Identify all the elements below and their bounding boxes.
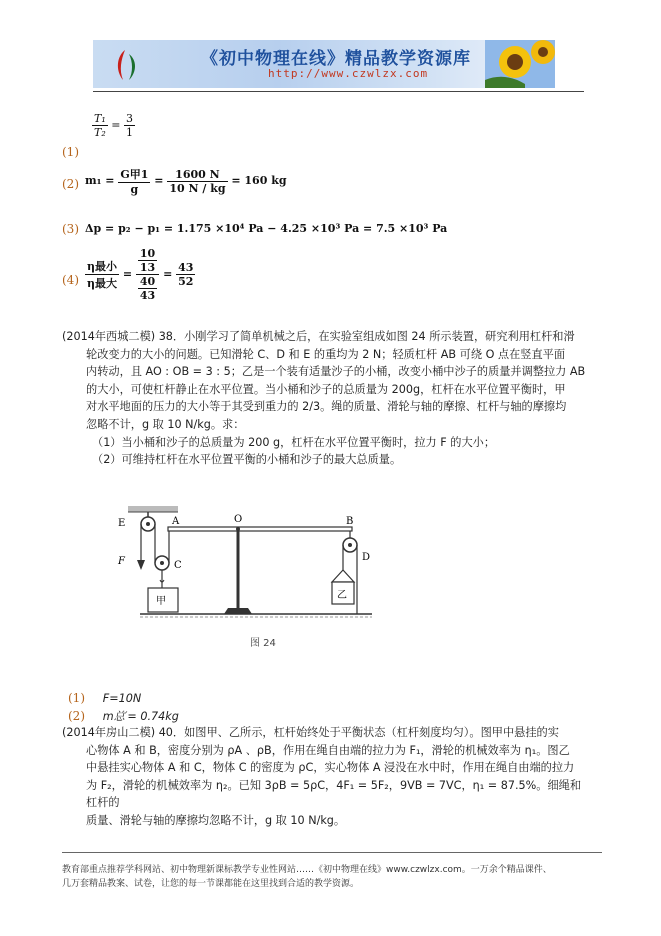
problem-line: 轮改变力的大小的问题。已知滑轮 C、D 和 E 的重均为 2 N；轻质杠杆 AB 可绕 O 点在竖直平面 bbox=[86, 347, 566, 361]
label-yi: 乙 bbox=[337, 590, 347, 601]
problem-line: 对水平地面的压力的大小等于其受到重力的 2/3。绳的质量、滑轮与轴的摩擦、杠杆与轴的摩擦均 bbox=[86, 400, 567, 414]
formula-mass: m₁ = $\frac{\text{G甲1}}{g}$ = $\frac{1600 N}{10 N / kg}$ = 160 kg bbox=[85, 167, 287, 196]
label-c: C bbox=[174, 560, 182, 571]
force-arrow bbox=[137, 560, 145, 570]
label-d: D bbox=[362, 552, 371, 563]
logo-icon bbox=[111, 48, 141, 82]
problem-line: 质量、滑轮与轴的摩擦均忽略不计，g 取 10 N/kg。 bbox=[86, 813, 346, 827]
problem-line: 为 F₂，滑轮的机械效率为 η₂。已知 3ρB = 5ρC，4F₁ = 5F₂，9VB = 7VC，η₁ = 87.5%。细绳和杠杆的 bbox=[86, 778, 582, 810]
question-2: （2）可维持杠杆在水平位置平衡的小桶和沙子的最大总质量。 bbox=[92, 453, 402, 467]
question-1: （1）当小桶和沙子的总质量为 200 g，杠杆在水平位置平衡时，拉力 F 的大小； bbox=[92, 435, 496, 449]
label-e: E bbox=[118, 518, 126, 529]
label-o: O bbox=[234, 514, 243, 525]
figure-caption: 图 24 bbox=[250, 638, 276, 649]
lever-ab bbox=[168, 527, 352, 531]
formula-efficiency: $\frac{\text{η最小}}{\text{η最大}}$ = $\frac{\frac{10}{13}}{\frac{40}{43}}$ = $\frac{43}{52}$ bbox=[87, 247, 194, 302]
problem-line: 内转动，且 AO : OB = 3 : 5；乙是一个装有适量沙子的小桶，改变小桶中沙子的质量并调整拉力 AB bbox=[86, 365, 586, 379]
label-jia: 甲 bbox=[156, 596, 166, 607]
formula-pressure: Δp = p₂ − p₁ = 1.175 ×10⁴ Pa − 4.25 ×10³ Pa = 7.5 ×10³ Pa bbox=[85, 222, 448, 235]
header-rule bbox=[93, 91, 584, 92]
problem-line: 中悬挂实心物体 A 和 C，物体 C 的密度为 ρC，实心物体 A 浸没在水中时，作用在绳自由端的拉力 bbox=[86, 761, 575, 775]
problem-line: 心物体 A 和 B，密度分别为 ρA 、ρB，作用在绳自由端的拉力为 F₁，滑轮的机械效率为 η₁。图乙 bbox=[86, 743, 570, 757]
banner-title: 《初中物理在线》精品教学资源库 bbox=[201, 49, 471, 69]
label-f: F bbox=[118, 556, 125, 567]
answer-number: (1) bbox=[62, 145, 79, 159]
problem-line: (2014年西城二模) 38．小刚学习了简单机械之后，在实验室组成如图 24 所示装置，研究利用杠杆和滑 bbox=[62, 330, 575, 343]
site-banner bbox=[93, 40, 555, 88]
formula-ratio-t: $\frac{\text{T₁}}{\text{T₂}}$ = $\frac{3}{1}$ bbox=[94, 112, 133, 139]
problem-line: (2014年房山二模) 40．如图甲、乙所示，杠杆始终处于平衡状态（杠杆刻度均匀）。图甲中悬挂的实 bbox=[62, 726, 559, 739]
figure-24-diagram bbox=[110, 500, 500, 660]
ceiling-left bbox=[128, 506, 178, 512]
answer-number: (3) bbox=[62, 222, 79, 236]
problem-line: 忽略不计，g 取 10 N/kg。求： bbox=[86, 417, 245, 431]
footer-line-1: 教育部重点推荐学科网站、初中物理新课标教学专业性网站……《初中物理在线》www.czwlzx.com。一万余个精品课件、 bbox=[62, 865, 552, 875]
answer-number: (4) bbox=[62, 273, 79, 287]
sunflower-icon bbox=[485, 40, 555, 88]
answer-2-2: (2) m总′= 0.74kg bbox=[68, 709, 179, 723]
answer-number: (2) bbox=[62, 177, 79, 191]
footer-line-2: 几万套精品教案、试卷，让您的每一节课都能在这里找到合适的教学资源。 bbox=[62, 879, 360, 889]
answer-2-1: (1) F=10N bbox=[68, 691, 142, 705]
label-b: B bbox=[346, 516, 354, 527]
footer-rule bbox=[62, 852, 602, 853]
problem-line: 的大小，可使杠杆静止在水平位置。当小桶和沙子的总质量为 200g，杠杆在水平位置平衡时，甲 bbox=[86, 382, 566, 396]
banner-url[interactable]: http://www.czwlzx.com bbox=[268, 67, 429, 80]
label-a: A bbox=[172, 516, 180, 527]
problem-38 bbox=[62, 328, 592, 469]
problem-40 bbox=[62, 724, 592, 830]
